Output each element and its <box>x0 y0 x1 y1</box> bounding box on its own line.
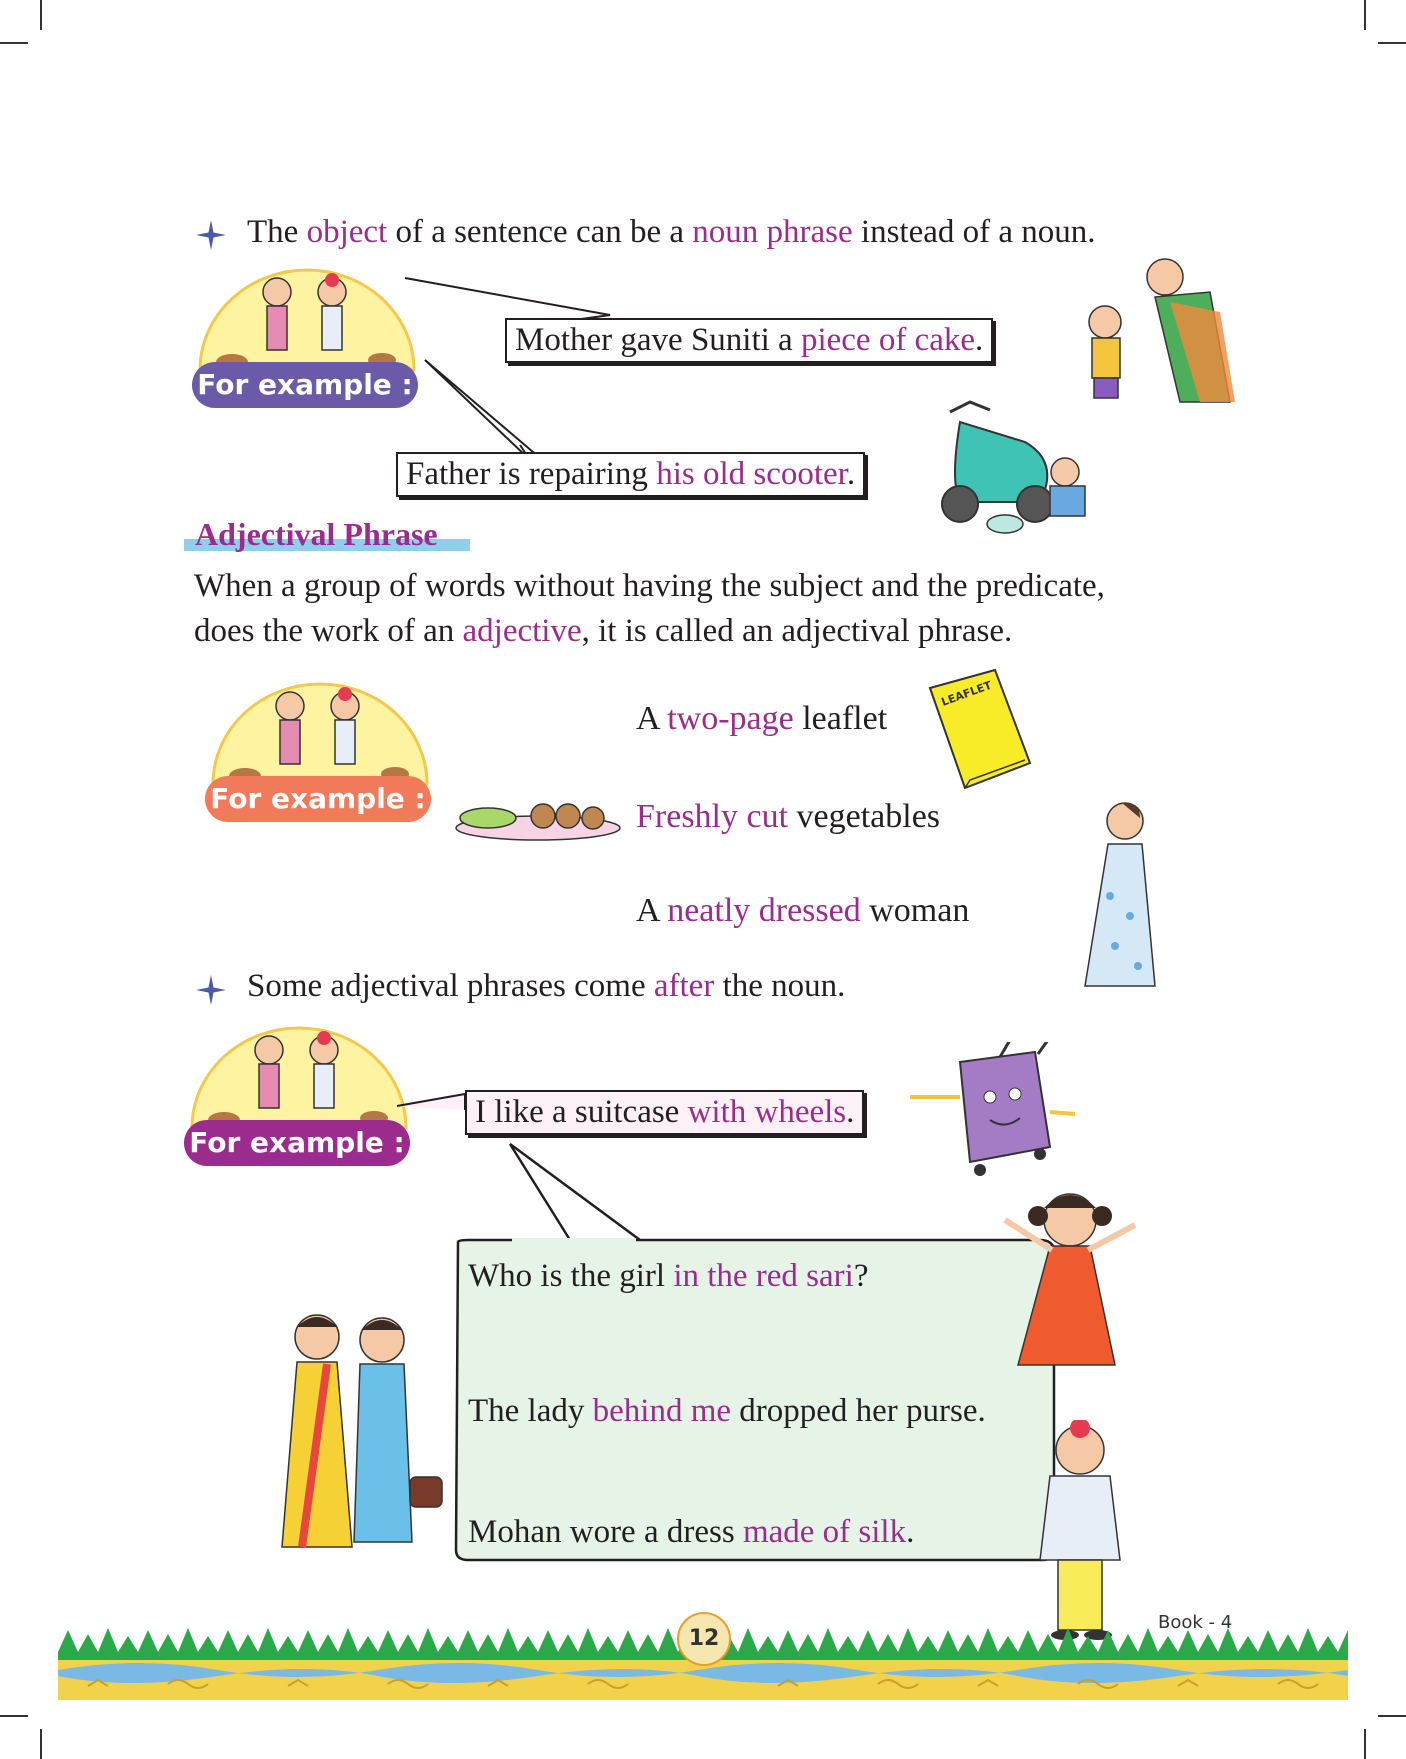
definition-line-1: When a group of words without having the subject and the predicate, <box>194 568 1105 604</box>
leaflet-icon <box>925 668 1035 793</box>
for-example-label: For example : <box>205 776 431 822</box>
crop-mark <box>1364 0 1366 30</box>
crop-mark <box>40 1729 42 1759</box>
kids-illustration <box>184 1020 414 1130</box>
phrase-freshly-cut: Freshly cut vegetables <box>636 798 941 835</box>
example-sentence-cake: Mother gave Suniti a piece of cake. <box>505 318 993 363</box>
bubble-sentence-red-sari: Who is the girl in the red sari? <box>468 1258 869 1294</box>
vegetable-plate-illustration <box>448 796 623 844</box>
crop-mark <box>0 1715 28 1717</box>
callout-connector <box>395 1088 470 1118</box>
kids-illustration <box>205 676 435 786</box>
book-label: Book - 4 <box>1158 1612 1233 1633</box>
crop-mark <box>1378 1715 1406 1717</box>
crop-mark <box>1364 1729 1366 1759</box>
definition-line-2: does the work of an adjective, it is called an adjectival phrase. <box>194 613 1013 649</box>
star-bullet-icon <box>196 220 226 250</box>
mohan-illustration <box>1020 1420 1140 1640</box>
bubble-sentence-silk: Mohan wore a dress made of silk. <box>468 1514 915 1550</box>
scooter-illustration <box>930 392 1100 537</box>
example-sentence-scooter: Father is repairing his old scooter. <box>396 452 865 497</box>
phrase-two-page: A two-page leaflet <box>636 700 888 737</box>
woman-in-sari-illustration <box>1080 796 1160 991</box>
for-example-label: For example : <box>192 362 418 408</box>
section-heading: Adjectival Phrase <box>195 516 438 552</box>
svg-text:LEAFLET: LEAFLET <box>939 678 994 709</box>
bubble-sentence-behind-me: The lady behind me dropped her purse. <box>468 1393 986 1429</box>
crop-mark <box>40 0 42 30</box>
for-example-badge-1 <box>192 262 422 412</box>
page-number: 12 <box>677 1612 731 1666</box>
star-bullet-icon <box>196 975 226 1005</box>
crop-mark <box>0 42 28 44</box>
for-example-badge-2 <box>205 676 435 826</box>
section-1-statement: The object of a sentence can be a noun phrase instead of a noun. <box>247 214 1096 250</box>
section-2-statement: Some adjectival phrases come after the noun. <box>247 968 846 1004</box>
speech-bubble <box>450 1140 1080 1565</box>
callout-connectors <box>400 270 620 470</box>
kids-illustration <box>192 262 422 372</box>
two-ladies-illustration <box>272 1302 452 1552</box>
girl-in-red-sari-illustration <box>1000 1180 1140 1370</box>
for-example-label: For example : <box>184 1120 410 1166</box>
crop-mark <box>1378 42 1406 44</box>
for-example-badge-3 <box>184 1020 414 1170</box>
mother-child-illustration <box>1070 252 1260 412</box>
phrase-neatly-dressed: A neatly dressed woman <box>636 892 970 929</box>
definition-paragraph <box>194 564 1274 654</box>
example-sentence-suitcase: I like a suitcase with wheels. <box>465 1090 864 1135</box>
